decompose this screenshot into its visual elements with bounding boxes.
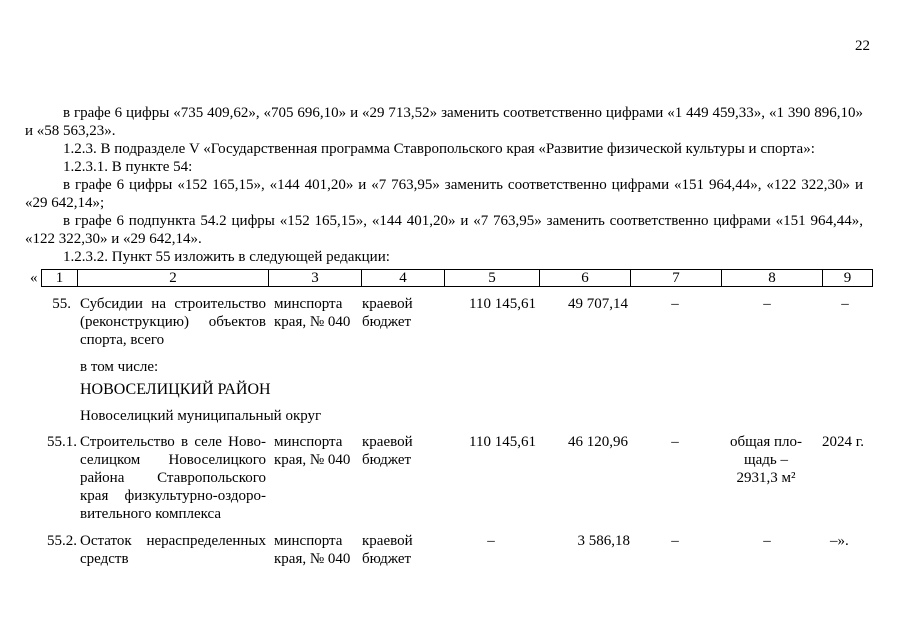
header-cell: 5 [444, 270, 539, 286]
district-heading: НОВОСЕЛИЦКИЙ РАЙОН [80, 381, 271, 398]
paragraph: в графе 6 цифры «152 165,15», «144 401,20» и «7 763,95» заменить соответственно цифрами «151 964,44», «122 322,30» и «29 642,14»; [25, 177, 863, 211]
paragraph: 1.2.3.1. В пункте 54: [63, 159, 193, 175]
open-quote: « [30, 270, 38, 286]
row-value-col6: 3 586,18 [577, 533, 630, 549]
row-value-col5: 110 145,61 [469, 434, 536, 450]
page-number: 22 [855, 38, 870, 54]
row-admin: минспорта края, № 040 [274, 434, 351, 468]
row-name: Остаток нераспределенных средств [80, 533, 266, 567]
row-number: 55. [52, 296, 71, 312]
header-cell: 2 [77, 270, 268, 286]
row-value-col9: –». [830, 533, 849, 549]
header-cell: 9 [822, 270, 872, 286]
row-source: краевой бюджет [362, 296, 413, 330]
row-value-col7: – [671, 533, 679, 549]
row-value-col6: 46 120,96 [568, 434, 628, 450]
paragraph: в графе 6 подпункта 54.2 цифры «152 165,15», «144 401,20» и «7 763,95» заменить соответственно цифрами «151 964,44», «122 322,30» и «29 642,14». [25, 213, 863, 247]
row-source: краевой бюджет [362, 533, 413, 567]
row-admin: минспорта края, № 040 [274, 296, 351, 330]
row-number: 55.1. [47, 434, 77, 450]
document-body [25, 104, 863, 266]
row-value-col7: – [671, 296, 679, 312]
including-label: в том числе: [80, 359, 159, 375]
row-source: краевой бюджет [362, 434, 413, 468]
row-value-col9: – [841, 296, 849, 312]
paragraph: 1.2.3. В подразделе V «Государственная программа Ставропольского края «Развитие физической культуры и спорта»: [63, 141, 815, 157]
header-row [41, 269, 873, 287]
row-number: 55.2. [47, 533, 77, 549]
header-cell: 3 [268, 270, 361, 286]
row-value-col5: – [487, 533, 495, 549]
header-cell: 8 [721, 270, 822, 286]
row-value-col5: 110 145,61 [469, 296, 536, 312]
paragraph: в графе 6 цифры «735 409,62», «705 696,10» и «29 713,52» заменить соответственно цифрами «1 449 459,33», «1 390 896,10» и «58 563,23». [25, 105, 863, 139]
row-value-col7: – [671, 434, 679, 450]
row-value-col8: – [763, 533, 771, 549]
row-value-col8: – [763, 296, 771, 312]
row-value-col6: 49 707,14 [568, 296, 628, 312]
row-admin: минспорта края, № 040 [274, 533, 351, 567]
header-cell: 6 [539, 270, 630, 286]
municipality-heading: Новоселицкий муниципальный округ [80, 408, 322, 424]
row-name: Строительство в селе Ново-селицком Новоселицкого района Ставропольского края физкультурно-оздоро-вительного комплекса [80, 434, 266, 522]
header-cell: 4 [361, 270, 444, 286]
paragraph: 1.2.3.2. Пункт 55 изложить в следующей редакции: [63, 249, 390, 265]
table-header [25, 269, 873, 287]
row-name: Субсидии на строительство (реконструкцию) объектов спорта, всего [80, 296, 266, 348]
row-value-col8: общая пло-щадь – 2931,3 м² [730, 434, 802, 486]
header-cell: 1 [55, 270, 64, 286]
row-value-col9: 2024 г. [822, 434, 864, 450]
header-cell: 7 [630, 270, 721, 286]
